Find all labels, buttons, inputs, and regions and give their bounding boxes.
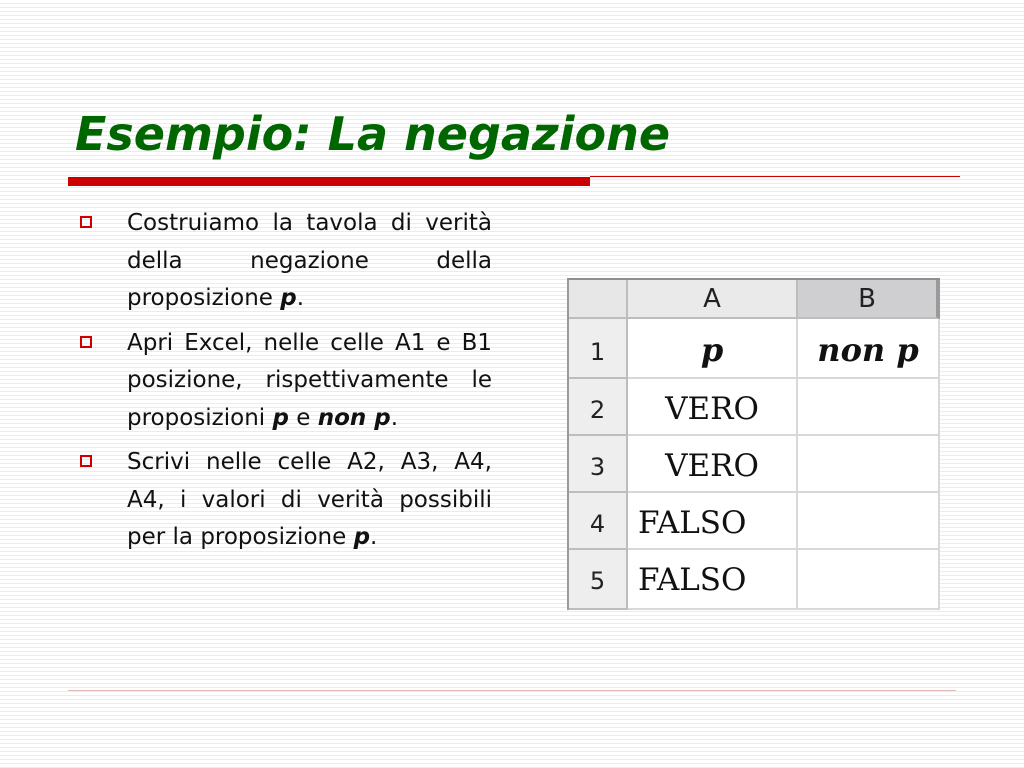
bullet-item-2 (76, 325, 492, 438)
spreadsheet-screenshot (567, 278, 940, 610)
title-underline-thick (68, 177, 590, 186)
column-header-b: B (798, 280, 940, 319)
square-bullet-icon (80, 216, 92, 228)
bullet-2-emphasis-non-p: non p (317, 404, 391, 431)
cell-b5 (798, 550, 940, 610)
cell-a5: FALSO (628, 550, 798, 610)
column-header-a: A (628, 280, 798, 319)
bullet-3-emphasis: p (353, 524, 371, 550)
bullet-2-emphasis-p: p (272, 404, 289, 431)
bullet-2-middle: e (288, 404, 318, 431)
footer-divider (68, 690, 956, 691)
slide-title: Esempio: La negazione (75, 107, 671, 161)
row-header-1: 1 (569, 319, 628, 379)
cell-b4 (798, 493, 940, 550)
square-bullet-icon (80, 336, 92, 348)
bullet-item-1 (76, 205, 492, 318)
bullet-1-end: . (296, 285, 305, 311)
cell-a2: VERO (628, 379, 798, 436)
bullet-item-3 (76, 444, 492, 557)
bullet-1-emphasis: p (280, 285, 297, 311)
cell-a4: FALSO (628, 493, 798, 550)
bullet-3-end: . (370, 524, 378, 550)
square-bullet-icon (80, 455, 92, 467)
bullet-1-text: Costruiamo la tavola di verità della negazione della proposizione (127, 210, 492, 311)
sheet-corner-cell (569, 280, 628, 319)
cell-b1: non p (798, 319, 940, 379)
cell-b2 (798, 379, 940, 436)
row-header-4: 4 (569, 493, 628, 550)
row-header-5: 5 (569, 550, 628, 610)
row-header-3: 3 (569, 436, 628, 493)
bullet-2-end: . (390, 404, 399, 431)
cell-b3 (798, 436, 940, 493)
bullet-2-text: Apri Excel, nelle celle A1 e B1 posizione, rispettivamente le proposizioni (127, 329, 492, 431)
row-header-2: 2 (569, 379, 628, 436)
bullet-list (76, 205, 492, 564)
title-underline-thin (590, 176, 960, 177)
cell-a1: p (628, 319, 798, 379)
bullet-3-text: Scrivi nelle celle A2, A3, A4, A4, i valori di verità possibili per la proposizione (127, 449, 492, 550)
cell-a3: VERO (628, 436, 798, 493)
